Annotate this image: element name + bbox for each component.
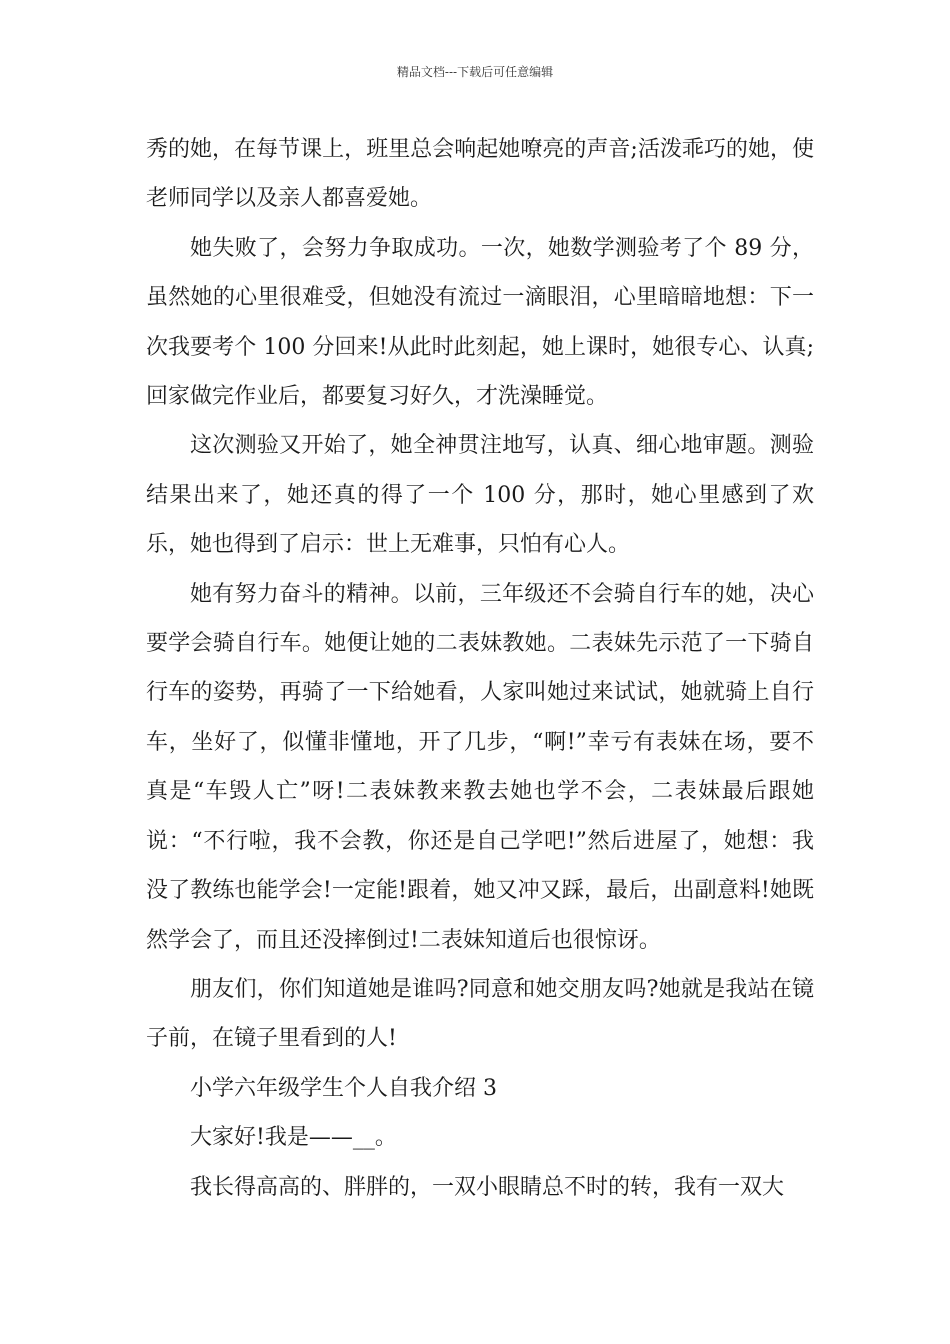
paragraph-1: 秀的她，在每节课上，班里总会响起她嘹亮的声音;活泼乖巧的她，使老师同学以及亲人都喜爱她。 <box>146 137 814 212</box>
section-title: 小学六年级学生个人自我介绍 3 <box>190 1075 497 1101</box>
paragraph-4: 她有努力奋斗的精神。以前，三年级还不会骑自行车的她，决心要学会骑自行车。她便让她的二表妹教她。二表妹先示范了一下骑自行车的姿势，再骑了一下给她看，人家叫她过来试试，她就骑上自行车，坐好了，似懂非懂地，开了几步，“啊!”幸亏有表妹在场，要不真是“车毁人亡”呀!二表妹教来教去她也学不会，二表妹最后跟她说：“不行啦，我不会教，你还是自己学吧!”然后进屋了，她想：我没了教练也能学会!一定能!跟着，她又冲又踩，最后，出副意料!她既然学会了，而且还没摔倒过!二表妹知道后也很惊讶。 <box>146 581 814 953</box>
paragraph-3: 这次测验又开始了，她全神贯注地写，认真、细心地审题。测验结果出来了，她还真的得了一个 100 分，那时，她心里感到了欢乐，她也得到了启示：世上无难事，只怕有心人。 <box>146 433 814 558</box>
document-body <box>146 125 814 1212</box>
paragraph-6: 大家好!我是——__。 <box>190 1125 397 1151</box>
paragraph-2: 她失败了，会努力争取成功。一次，她数学测验考了个 89 分，虽然她的心里很难受，但她没有流过一滴眼泪，心里暗暗地想：下一次我要考个 100 分回来!从此时此刻起，她上课时，她很专心、认真;回家做完作业后，都要复习好久，才洗澡睡觉。 <box>146 235 814 410</box>
paragraph-7: 我长得高高的、胖胖的，一双小眼睛总不时的转，我有一双大 <box>190 1174 785 1200</box>
paragraph-5: 朋友们，你们知道她是谁吗?同意和她交朋友吗?她就是我站在镜子前，在镜子里看到的人! <box>146 976 814 1052</box>
page-header: 精品文档---下载后可任意编辑 <box>396 65 554 79</box>
